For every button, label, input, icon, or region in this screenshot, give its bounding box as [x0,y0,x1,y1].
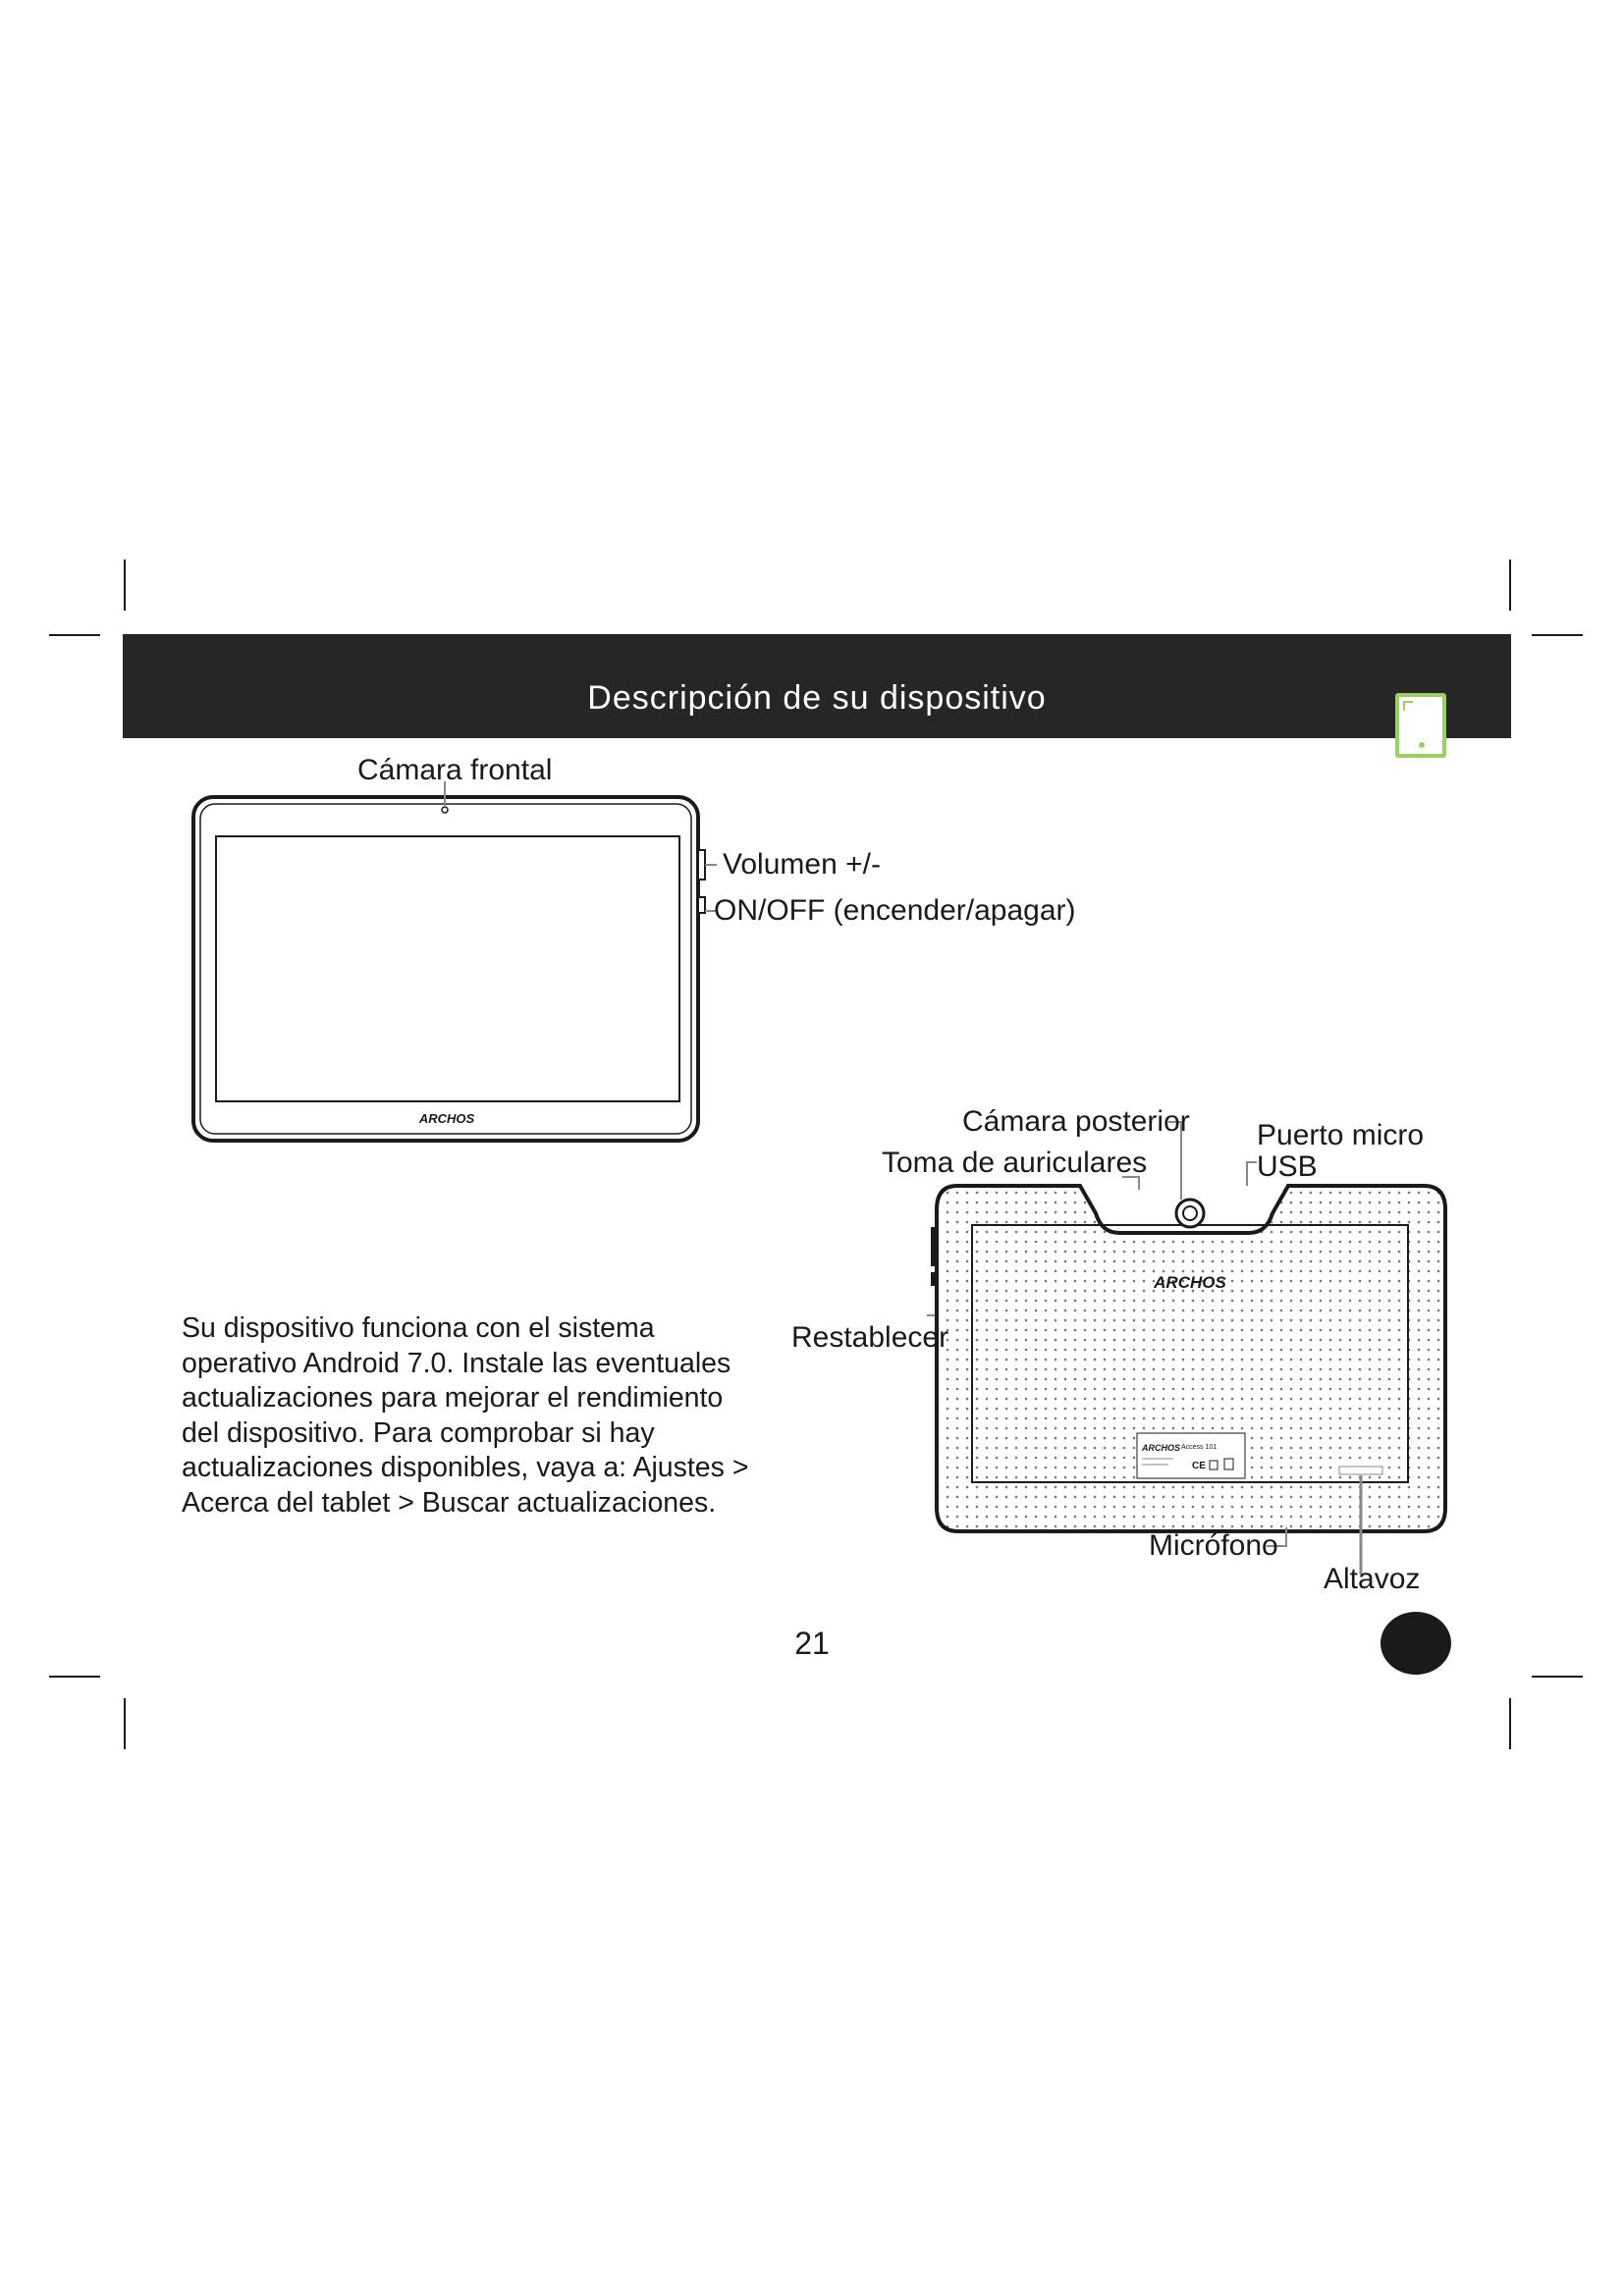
power-label: ON/OFF (encender/apagar) [714,894,1076,927]
volume-button [698,850,705,880]
microphone-label: Micrófono [1149,1529,1278,1562]
paragraph-line: del dispositivo. Para comprobar si hay [182,1416,655,1449]
power-button [698,897,705,913]
page-number: 21 [794,1626,830,1661]
usb-port-label-line1: Puerto micro [1257,1119,1425,1151]
paragraph-line: Acerca del tablet > Buscar actualizaciones. [182,1486,717,1519]
sticker-logo: ARCHOS [1142,1443,1181,1453]
sticker-model: Access 101 [1181,1444,1218,1451]
section-title: Descripción de su dispositivo [587,679,1047,717]
svg-text:CE: CE [1192,1461,1206,1471]
paragraph-line: operativo Android 7.0. Instale las eventuales [182,1347,731,1379]
front-camera-label: Cámara frontal [357,754,553,786]
speaker-label: Altavoz [1324,1563,1421,1595]
front-tablet-illustration [193,781,717,1141]
front-logo: ARCHOS [418,1111,475,1126]
paragraph-line: Su dispositivo funciona con el sistema [182,1312,655,1344]
rear-camera-label: Cámara posterior [962,1105,1190,1138]
reset-label: Restablecer [791,1321,949,1354]
description-paragraph [182,1311,751,1521]
page-tab-marker [1380,1612,1451,1675]
usb-port-label-line2: USB [1257,1150,1318,1183]
back-tablet-illustration [927,1122,1445,1575]
back-logo: ARCHOS [1154,1273,1226,1292]
volume-label: Volumen +/- [723,848,881,881]
paragraph-line: actualizaciones para mejorar el rendimiento [182,1382,724,1414]
paragraph-line: actualizaciones disponibles, vaya a: Ajustes > [182,1452,749,1483]
headphone-jack-label: Toma de auriculares [882,1147,1148,1179]
